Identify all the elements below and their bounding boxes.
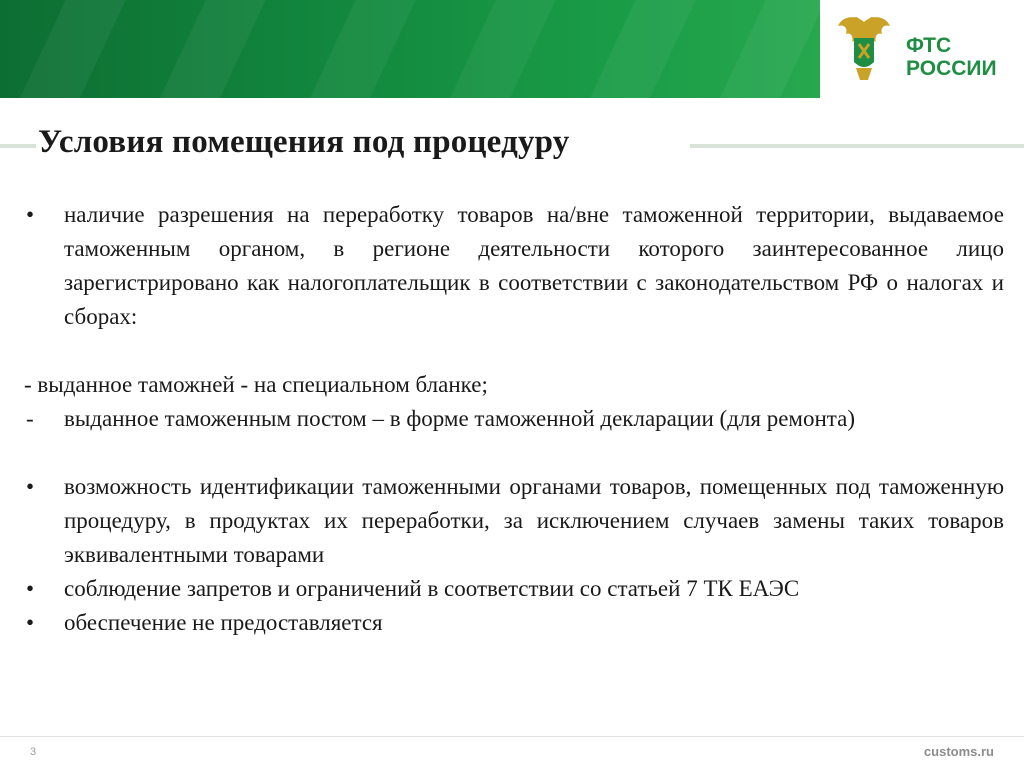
bullet-marker: • [26,610,35,635]
list-item [24,470,1004,572]
header-banner [0,0,820,98]
footer-divider [0,736,1024,737]
list-item [24,402,1004,436]
logo-line-2: РОССИИ [906,57,997,80]
bullet-marker: • [26,576,35,601]
list-item-text: выданное таможенным постом – в форме таможенной декларации (для ремонта) [64,406,855,431]
list-item-text: соблюдение запретов и ограничений в соответствии со статьей 7 ТК ЕАЭС [64,576,800,601]
dash-marker: - [26,406,34,431]
page-number: 3 [30,746,37,758]
slide-title: Условия помещения под процедуру [38,124,570,160]
list-item-text: обеспечение не предоставляется [64,610,383,635]
bullet-marker: • [26,474,35,499]
logo-line-1: ФТС [906,34,952,57]
list-item-text: - выданное таможней - на специальном бланке; [24,372,488,397]
logo-text [906,34,997,80]
list-item [24,198,1004,334]
list-item [24,368,1004,402]
title-row [0,120,1024,170]
list-item-text: наличие разрешения на переработку товаров на/вне таможенной территории, выдаваемое таможенным органом, в регионе деятельности которого заинтересованное лицо зарегистрировано как налогоплательщик в соответствии с законодательством РФ о налогах и сборах: [64,202,1004,329]
slide-content [24,198,1004,640]
title-divider-left [0,144,36,148]
list-item [24,572,1004,606]
title-divider-right [690,144,1024,148]
list-item-text: возможность идентификации таможенными органами товаров, помещенных под таможенную процедуру, в продуктах их переработки, за исключением случаев замены таких товаров эквивалентными товарами [64,474,1004,567]
double-headed-eagle-emblem-icon [832,8,896,88]
list-item [24,606,1004,640]
fts-logo [820,0,1024,98]
site-link[interactable]: customs.ru [923,744,994,759]
bullet-marker: • [26,202,35,227]
